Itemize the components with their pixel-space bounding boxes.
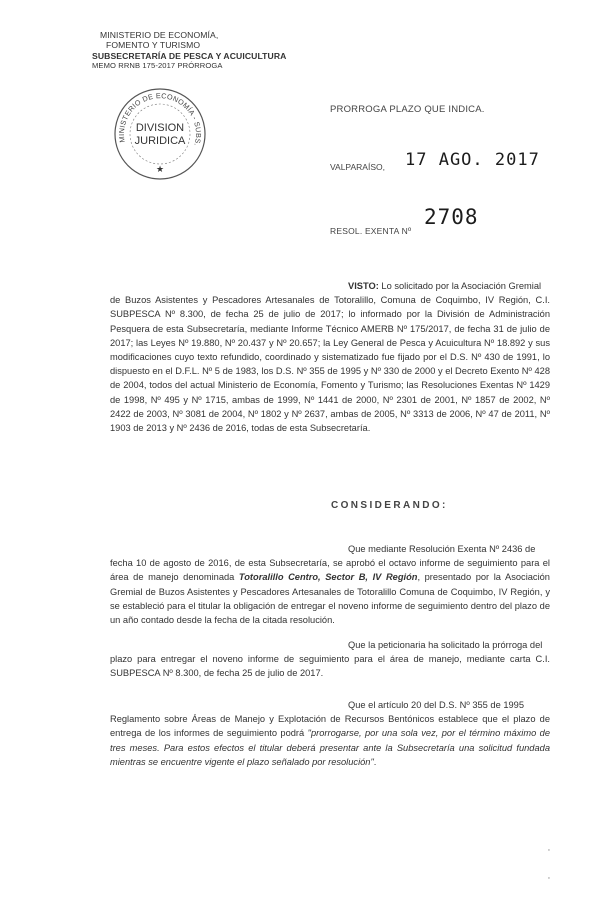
visto-label: VISTO:: [348, 281, 379, 291]
p1-text-b: , presentado por la Asociación Gremial de Buzos Asistentes y Pescadores Artesanales de Totoralillo Comuna de Coquimbo, IV Región, y se estableció para el titular la obligación de entregar el noveno informe de seguimiento dentro del plazo de un año contado desde la fecha de la citada resolución.: [110, 572, 550, 626]
seal-icon: [112, 86, 208, 182]
division-juridica-seal: [112, 86, 208, 182]
seal-juridica-text: JURIDICA: [134, 135, 186, 147]
margin-mark: ': [548, 848, 550, 856]
resol-number: 2708: [424, 205, 479, 229]
margin-mark: ': [548, 876, 550, 884]
p2-head: Que la peticionaria ha solicitado la prórroga del: [348, 640, 543, 650]
ministry-header: [92, 30, 286, 72]
header-line-subsecretaria: SUBSECRETARÍA DE PESCA Y ACUICULTURA: [92, 50, 287, 61]
visto-text-head: Lo solicitado por la Asociación Gremial: [381, 281, 542, 291]
p3-text-a: Reglamento sobre Áreas de Manejo y Explotación de Recursos Bentónicos establece que el plazo de entrega de los informes de seguimiento podrá: [110, 714, 550, 739]
p3-head: Que el artículo 20 del D.S. Nº 355 de 1995: [348, 700, 525, 710]
resol-label: RESOL. EXENTA Nº: [330, 226, 412, 236]
p3-quote: "prorrogarse, por una sola vez, por el término máximo de tres meses. Para estos efectos el titular deberá presentar ante la Subsecretaría una solicitud fundada mientras se encuentre vigente el plazo señalado por resolución": [110, 728, 551, 767]
header-line-fomento: FOMENTO Y TURISMO: [106, 40, 201, 51]
visto-text: de Buzos Asistentes y Pescadores Artesanales de Totoralillo, Comuna de Coquimbo, IV Región, C.I. SUBPESCA Nº 8.300, de fecha 25 de julio de 2017; lo informado por la División de Administración Pesquera de esta Subsecretaría, mediante Informe Técnico AMERB Nº 175/2017, de fecha 31 de julio de 2017; las Leyes Nº 19.880, Nº 20.437 y Nº 20.657; la Ley General de Pesca y Acuicultura Nº 18.892 y sus modificaciones cuyo texto refundido, coordinado y sistematizado fue fijado por el D.S. Nº 430 de 1991, lo dispuesto en el D.F.L. Nº 5 de 1983, los D.S. Nº 355 de 1995 y Nº 330 de 2000 y el Decreto Exento Nº 428 de 2004, todos del actual Ministerio de Economía, Fomento y Turismo; las Resoluciones Exentas Nº 1429 de 1998, Nº 495 y Nº 1715, ambas de 1999, Nº 1441 de 2000, Nº 2301 de 2001, Nº 1857 de 2002, Nº 2422 de 2003, Nº 3081 de 2004, Nº 1802 y Nº 2637, ambas de 2005, Nº 3313 de 2006, Nº 47 de 2011, Nº 1903 de 2013 y Nº 2436 de 2016, todas de esta Subsecretaría.: [110, 295, 550, 434]
seal-division-text: DIVISION: [135, 122, 185, 134]
visto-section: [110, 279, 550, 435]
considerando-paragraph-2: [110, 638, 550, 681]
subject-line: PRORROGA PLAZO QUE INDICA.: [330, 104, 485, 115]
p1-area-name: Totoralillo Centro, Sector B, IV Región: [238, 572, 418, 583]
date-stamp: 17 AGO. 2017: [405, 150, 540, 170]
considerando-paragraph-1: [110, 542, 550, 627]
seal-star-icon: ★: [155, 165, 165, 175]
p1-head: Que mediante Resolución Exenta Nº 2436 de: [348, 544, 536, 554]
p3-end: .: [373, 756, 377, 767]
place-label: VALPARAÍSO,: [330, 162, 385, 172]
seal-ring-text: MINISTERIO DE ECONOMÍA - SUBS.: [116, 91, 204, 148]
considerando-heading: CONSIDERANDO:: [331, 500, 448, 511]
p2-text: plazo para entregar el noveno informe de seguimiento para el área de manejo, mediante carta C.I. SUBPESCA Nº 8.300, de fecha 25 de julio de 2017.: [110, 654, 550, 679]
considerando-paragraph-3: [110, 698, 550, 769]
p1-text-a: fecha 10 de agosto de 2016, de esta Subsecretaría, se aprobó el octavo informe de seguimiento para el área de manejo denominada: [110, 558, 550, 583]
header-line-ministry: MINISTERIO DE ECONOMÍA,: [100, 30, 219, 40]
header-line-memo: MEMO RRNB 175-2017 PRÓRROGA: [92, 61, 223, 71]
